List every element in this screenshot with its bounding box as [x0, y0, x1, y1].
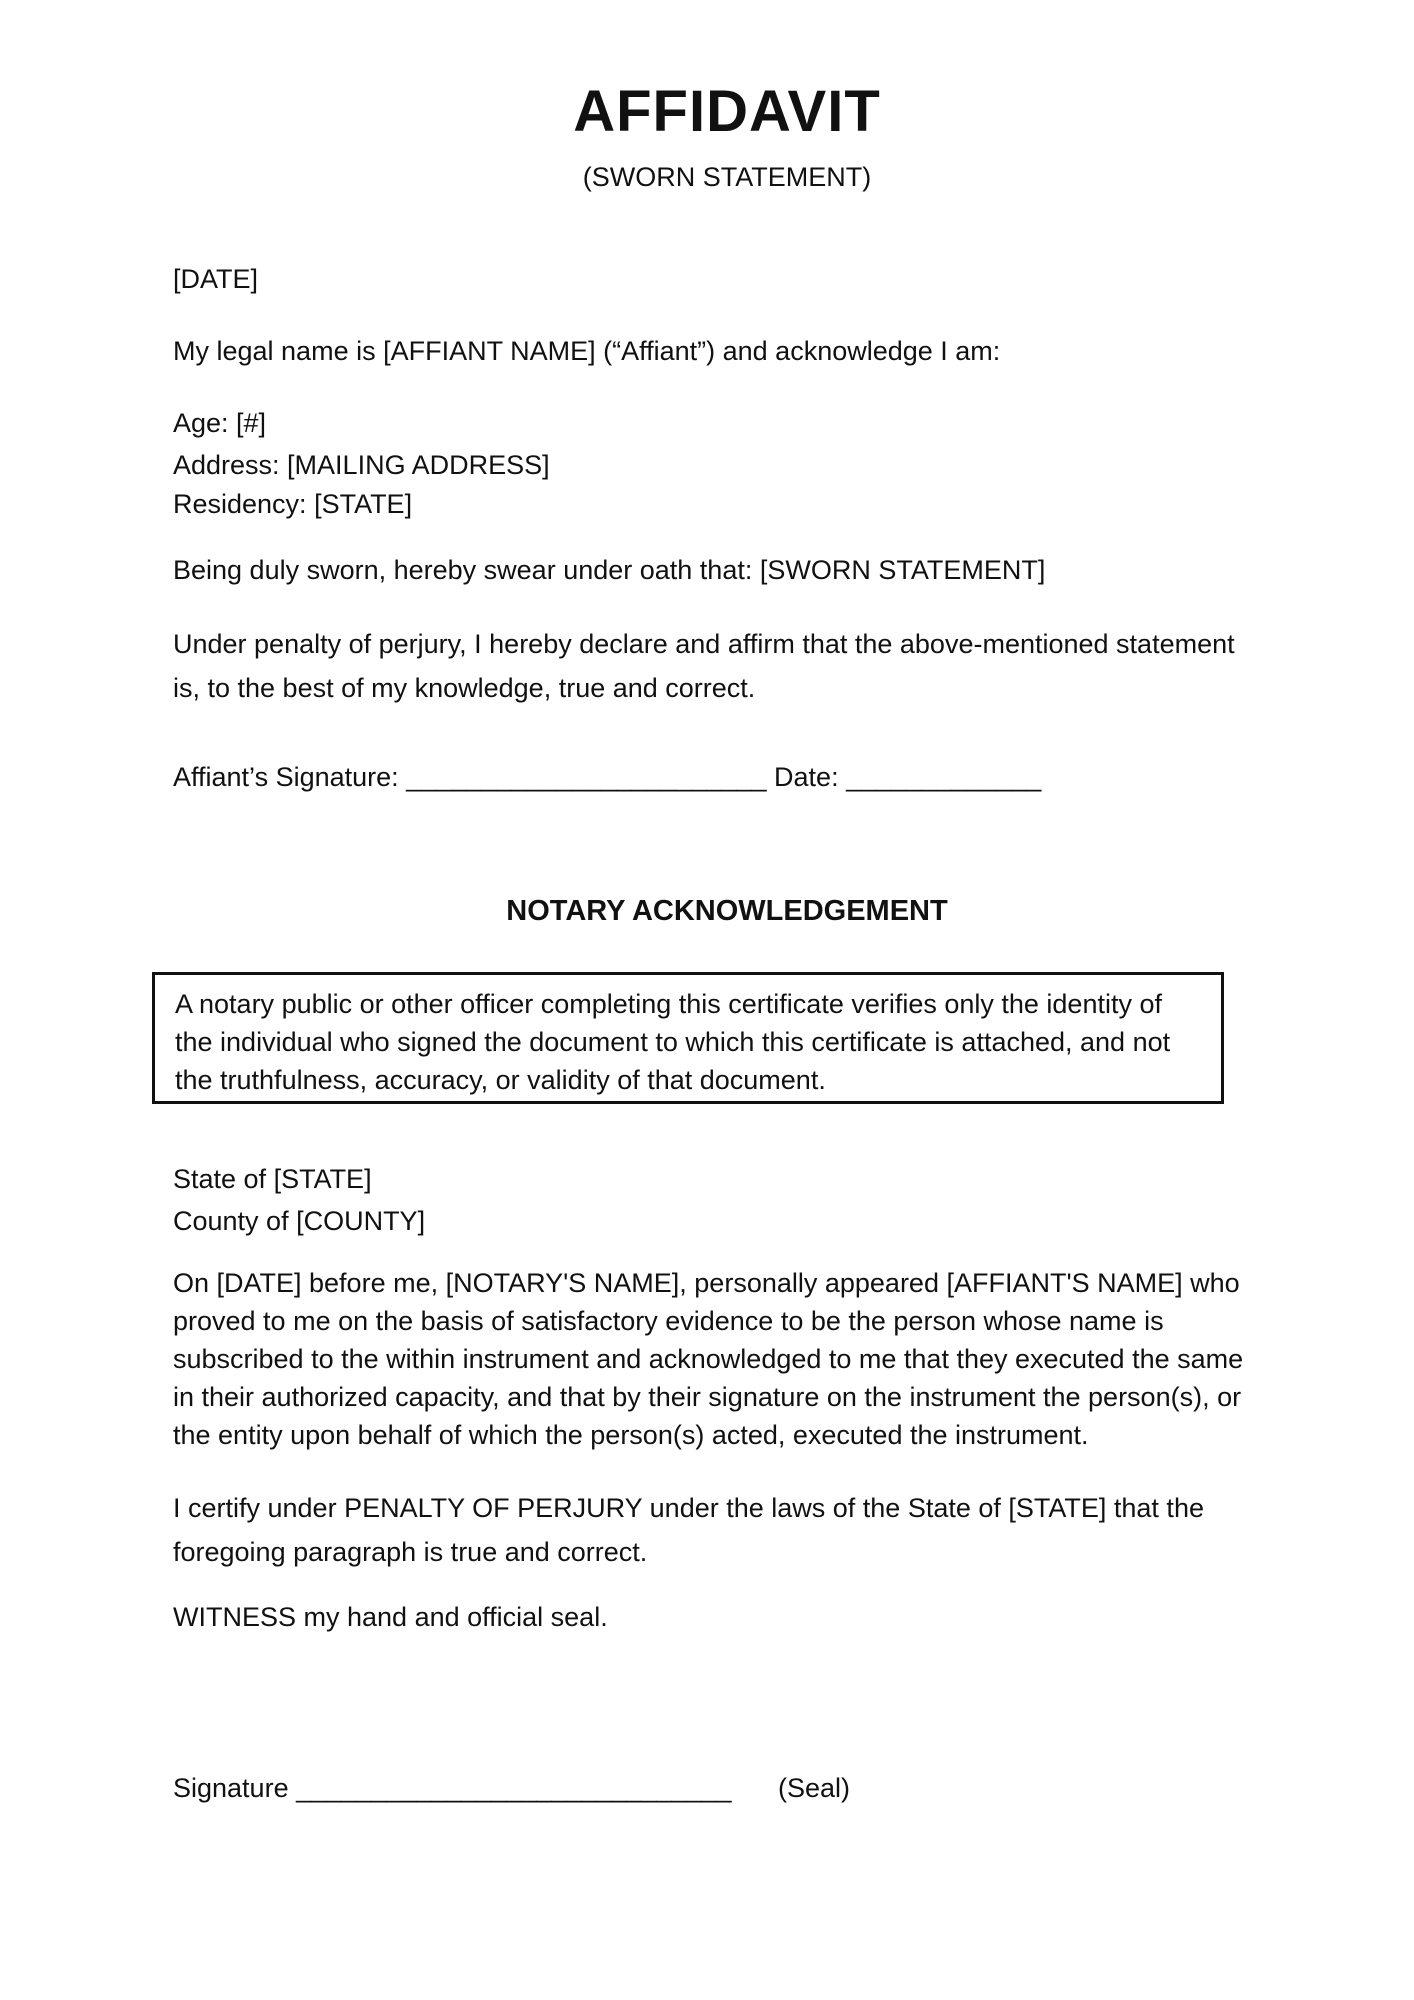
affidavit-date: [DATE]	[173, 264, 259, 294]
notary-signature-line: Signature _____________________________	[173, 1773, 732, 1803]
document-subtitle: (SWORN STATEMENT)	[582, 162, 872, 192]
perjury-declaration: Under penalty of perjury, I hereby declare and affirm that the above-mentioned statement is, to the best of my knowledge, true and correct.	[173, 629, 1235, 703]
affiant-intro: My legal name is [AFFIANT NAME] (“Affiant”) and acknowledge I am:	[173, 336, 1001, 366]
notary-heading: NOTARY ACKNOWLEDGEMENT	[506, 895, 948, 927]
notary-county: County of [COUNTY]	[173, 1206, 426, 1236]
affiant-address: Address: [MAILING ADDRESS]	[173, 450, 550, 480]
affiant-age: Age: [#]	[173, 408, 267, 438]
document-title: AFFIDAVIT	[573, 79, 881, 144]
notary-appearance-paragraph: On [DATE] before me, [NOTARY'S NAME], personally appeared [AFFIANT'S NAME] who proved to me on the basis of satisfactory evidence to be the person whose name is subscribed to the within instrument and acknowledged to me that they executed the same in their authorized capacity, and that by their signature on the instrument the person(s), or the entity upon behalf of which the person(s) acted, executed the instrument.	[173, 1268, 1244, 1450]
affiant-signature-line: Affiant’s Signature: ________________________ Date: _____________	[173, 762, 1042, 792]
affiant-residency: Residency: [STATE]	[173, 489, 413, 519]
notary-witness-line: WITNESS my hand and official seal.	[173, 1602, 608, 1632]
sworn-statement: Being duly sworn, hereby swear under oath that: [SWORN STATEMENT]	[173, 555, 1046, 585]
notary-certify-paragraph: I certify under PENALTY OF PERJURY under the laws of the State of [STATE] that the foregoing paragraph is true and correct.	[173, 1493, 1204, 1567]
notary-seal-label: (Seal)	[778, 1773, 851, 1803]
notary-state: State of [STATE]	[173, 1164, 372, 1194]
notary-notice-box: A notary public or other officer completing this certificate verifies only the identity of the individual who signed the document to which this certificate is attached, and not the truthfulness, accuracy, or validity of that document.	[152, 972, 1224, 1104]
